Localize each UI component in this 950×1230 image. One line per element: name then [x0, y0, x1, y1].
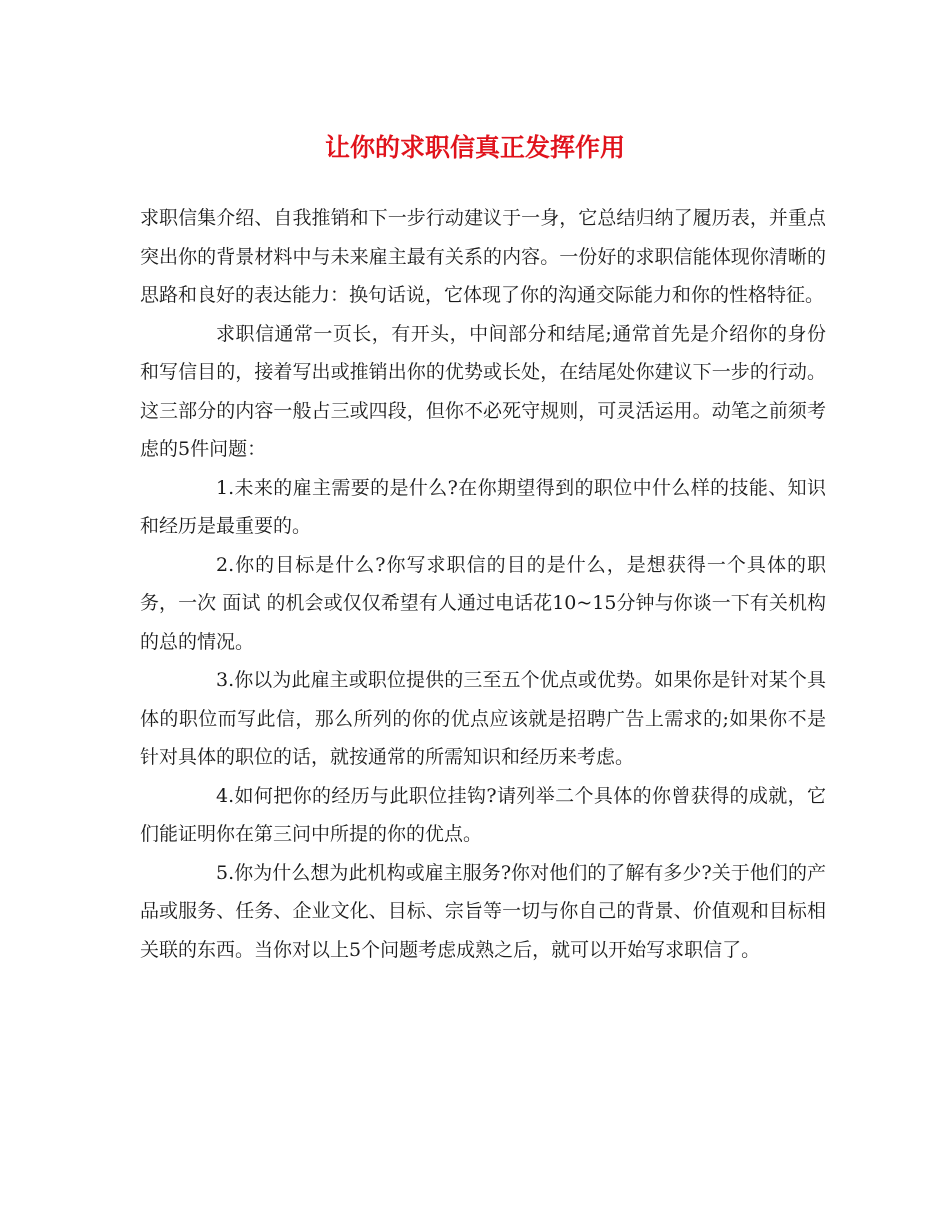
paragraph-question-3: 3.你以为此雇主或职位提供的三至五个优点或优势。如果你是针对某个具体的职位而写此信，那么所列的你的优点应该就是招聘广告上需求的;如果你不是针对具体的职位的话，就按通常的所需知识和经历来考虑。 [140, 669, 826, 768]
document-body [140, 199, 826, 969]
paragraph-question-1: 1.未来的雇主需要的是什么?在你期望得到的职位中什么样的技能、知识和经历是最重要的。 [140, 476, 826, 537]
paragraph-structure: 求职信通常一页长，有开头，中间部分和结尾;通常首先是介绍你的身份和写信目的，接着写出或推销出你的优势或长处，在结尾处你建议下一步的行动。这三部分的内容一般占三或四段，但你不必死守规则，可灵活运用。动笔之前须考虑的5件问题： [140, 322, 826, 460]
paragraph-question-4: 4.如何把你的经历与此职位挂钩?请列举二个具体的你曾获得的成就，它们能证明你在第三问中所提的你的优点。 [140, 784, 826, 845]
paragraph-question-5: 5.你为什么想为此机构或雇主服务?你对他们的了解有多少?关于他们的产品或服务、任务、企业文化、目标、宗旨等一切与你自己的背景、价值观和目标相关联的东西。当你对以上5个问题考虑成熟之后，就可以开始写求职信了。 [140, 861, 826, 961]
document-title: 让你的求职信真正发挥作用 [324, 133, 625, 162]
paragraph-question-2: 2.你的目标是什么?你写求职信的目的是什么，是想获得一个具体的职务，一次 面试 的机会或仅仅希望有人通过电话花10~15分钟与你谈一下有关机构的总的情况。 [140, 553, 826, 653]
paragraph-intro: 求职信集介绍、自我推销和下一步行动建议于一身，它总结归纳了履历表，并重点突出你的背景材料中与未来雇主最有关系的内容。一份好的求职信能体现你清晰的思路和良好的表达能力：换句话说，它体现了你的沟通交际能力和你的性格特征。 [140, 207, 826, 306]
